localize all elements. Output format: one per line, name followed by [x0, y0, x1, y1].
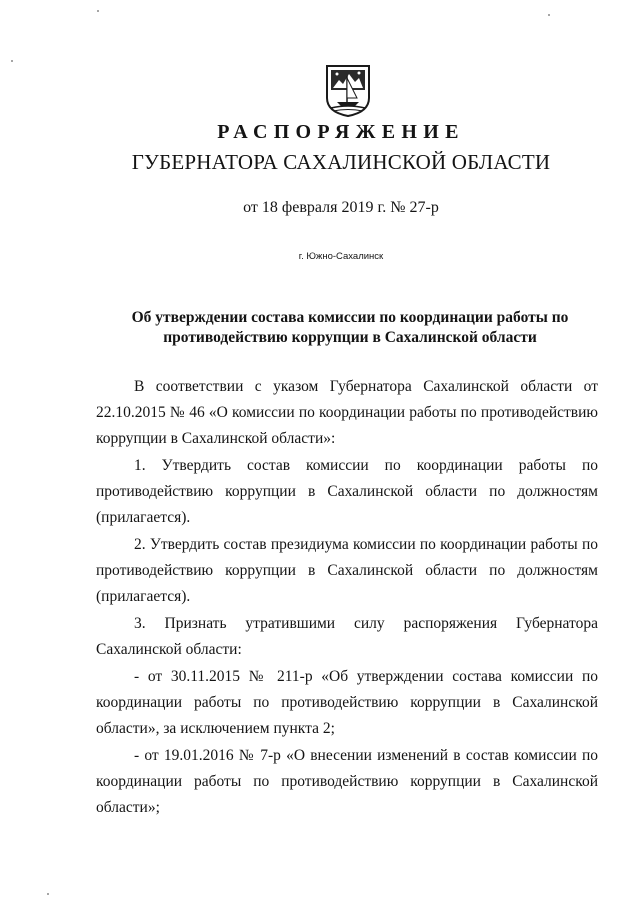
- text-line: координации работы по противодействию коррупции в Сахалинской: [96, 694, 598, 711]
- document-type-title: РАСПОРЯЖЕНИЕ: [217, 121, 465, 143]
- subject-line: Об утверждении состава комиссии по координации работы по: [131, 309, 569, 326]
- document-city: г. Южно-Сахалинск: [298, 251, 384, 262]
- coat-of-arms-emblem: [323, 62, 373, 118]
- text-line: области»;: [96, 799, 160, 816]
- text-line: 1. Утвердить состав комиссии по координации работы по: [134, 457, 598, 474]
- text-line: (прилагается).: [96, 509, 191, 526]
- repealed-order-2: [96, 743, 598, 821]
- text-line: В соответствии с указом Губернатора Сахалинской области от: [134, 378, 598, 395]
- text-line: - от 19.01.2016 № 7-р «О внесении изменений в состав комиссии по: [134, 747, 598, 764]
- item-1-paragraph: [96, 453, 598, 531]
- preamble-paragraph: [96, 374, 598, 452]
- scan-speck: [548, 14, 550, 16]
- document-subject: [100, 308, 600, 348]
- text-line: 22.10.2015 № 46 «О комиссии по координации работы по противодействию: [96, 404, 598, 421]
- text-line: Сахалинской области:: [96, 641, 242, 658]
- text-line: - от 30.11.2015 № 211-р «Об утверждении состава комиссии по: [134, 668, 598, 685]
- text-line: 2. Утвердить состав президиума комиссии по координации работы по: [134, 536, 598, 553]
- text-line: координации работы по противодействию коррупции в Сахалинской: [96, 773, 598, 790]
- scan-speck: [11, 60, 13, 62]
- text-line: области», за исключением пункта 2;: [96, 720, 335, 737]
- repealed-order-1: [96, 664, 598, 742]
- issuing-authority: ГУБЕРНАТОРА САХАЛИНСКОЙ ОБЛАСТИ: [131, 150, 551, 174]
- item-3-paragraph: [96, 611, 598, 663]
- text-line: 3. Признать утратившими силу распоряжения Губернатора: [134, 615, 598, 632]
- text-line: противодействию коррупции в Сахалинской области по должностям: [96, 483, 598, 500]
- document-body: [96, 374, 598, 821]
- document-date-number: от 18 февраля 2019 г. № 27-р: [243, 199, 439, 216]
- subject-line: противодействию коррупции в Сахалинской области: [163, 329, 537, 346]
- text-line: противодействию коррупции в Сахалинской области по должностям: [96, 562, 598, 579]
- text-line: (прилагается).: [96, 588, 191, 605]
- scan-speck: [47, 893, 49, 895]
- item-2-paragraph: [96, 532, 598, 610]
- scan-speck: [97, 10, 99, 12]
- text-line: коррупции в Сахалинской области»:: [96, 430, 336, 447]
